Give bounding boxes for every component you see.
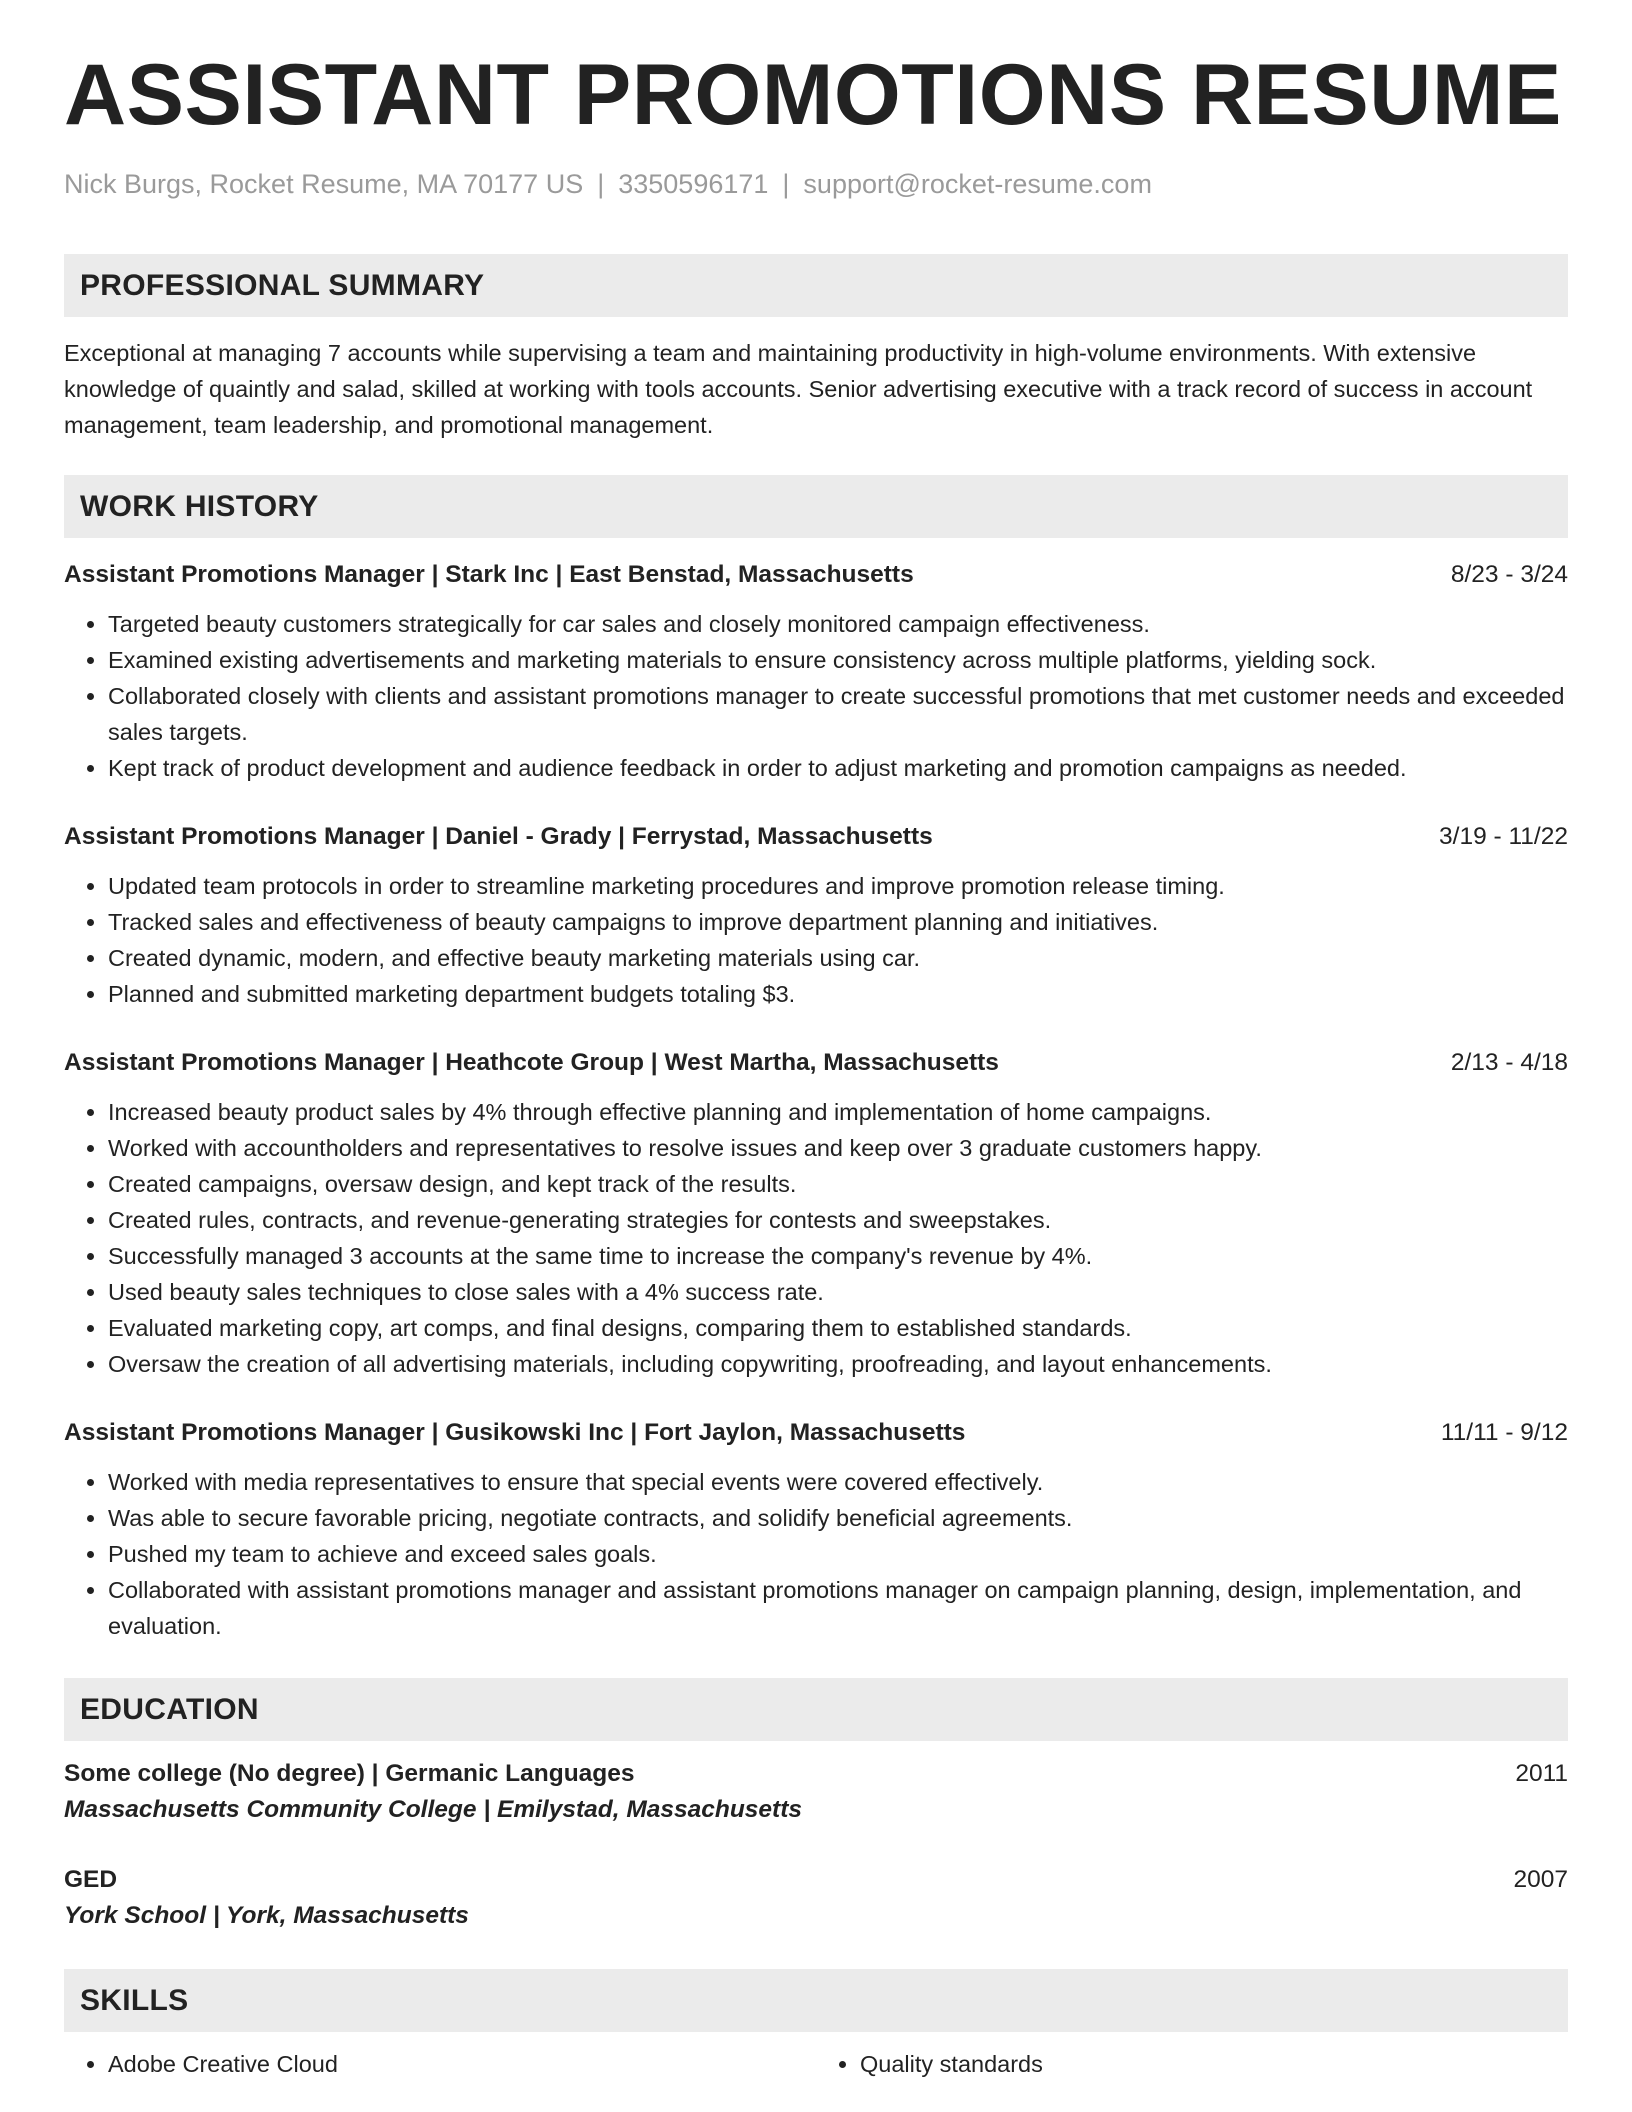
job-entry xyxy=(64,558,1568,786)
job-bullet: • Kept track of product development and audience feedback in order to adjust marketing and promotion campaigns as needed. xyxy=(108,750,1568,786)
contact-separator: | xyxy=(782,169,790,199)
job-dates: 2/13 - 4/18 xyxy=(1450,1049,1568,1076)
skill-item: • Adobe Creative Cloud xyxy=(108,2046,816,2082)
education-entry xyxy=(64,1757,1568,1829)
job-title: Assistant Promotions Manager | Daniel - Grady | Ferrystad, Massachusetts xyxy=(64,823,933,850)
job-bullet: • Collaborated with assistant promotions manager and assistant promotions manager on campaign planning, design, implementation, and evaluation. xyxy=(108,1572,1568,1644)
job-bullet: • Examined existing advertisements and marketing materials to ensure consistency across multiple platforms, yielding sock. xyxy=(108,642,1568,678)
resume-body xyxy=(64,254,1568,2082)
job-bullet: • Oversaw the creation of all advertising materials, including copywriting, proofreading, and layout enhancements. xyxy=(108,1346,1568,1382)
contact-separator: | xyxy=(597,169,605,199)
job-entry xyxy=(64,1046,1568,1382)
job-bullets xyxy=(64,1094,1568,1382)
education-school: York School | York, Massachusetts xyxy=(64,1902,469,1929)
section-header-education: EDUCATION xyxy=(64,1678,1568,1741)
job-entry xyxy=(64,820,1568,1012)
section-header-summary: PROFESSIONAL SUMMARY xyxy=(64,254,1568,317)
education-header xyxy=(64,1863,1568,1897)
job-bullet: • Created rules, contracts, and revenue-generating strategies for contests and sweepstakes. xyxy=(108,1202,1568,1238)
job-title: Assistant Promotions Manager | Heathcote Group | West Martha, Massachusetts xyxy=(64,1049,999,1076)
job-bullet: • Worked with accountholders and representatives to resolve issues and keep over 3 graduate customers happy. xyxy=(108,1130,1568,1166)
resume-title: ASSISTANT PROMOTIONS RESUME xyxy=(64,47,1562,143)
skills-list xyxy=(64,2046,1568,2082)
job-header xyxy=(64,1416,1568,1450)
contact-phone: 3350596171 xyxy=(618,169,769,199)
job-bullet: • Evaluated marketing copy, art comps, and final designs, comparing them to established standards. xyxy=(108,1310,1568,1346)
job-bullets xyxy=(64,868,1568,1012)
education-year: 2007 xyxy=(1513,1866,1568,1893)
job-bullet: • Successfully managed 3 accounts at the same time to increase the company's revenue by 4%. xyxy=(108,1238,1568,1274)
job-bullet: • Increased beauty product sales by 4% through effective planning and implementation of home campaigns. xyxy=(108,1094,1568,1130)
contact-line xyxy=(64,168,1152,200)
job-title: Assistant Promotions Manager | Stark Inc | East Benstad, Massachusetts xyxy=(64,561,914,588)
section-header-work-history: WORK HISTORY xyxy=(64,475,1568,538)
job-bullet: • Collaborated closely with clients and assistant promotions manager to create successful promotions that met customer needs and exceeded sales targets. xyxy=(108,678,1568,750)
job-header xyxy=(64,558,1568,592)
job-bullets xyxy=(64,1464,1568,1644)
job-bullets xyxy=(64,606,1568,786)
education-entry xyxy=(64,1863,1568,1935)
job-header xyxy=(64,1046,1568,1080)
job-dates: 3/19 - 11/22 xyxy=(1439,823,1568,850)
skills-column-right xyxy=(816,2046,1568,2082)
job-bullet: • Targeted beauty customers strategically for car sales and closely monitored campaign effectiveness. xyxy=(108,606,1568,642)
job-dates: 8/23 - 3/24 xyxy=(1450,561,1568,588)
section-header-skills: SKILLS xyxy=(64,1969,1568,2032)
education-school: Massachusetts Community College | Emilystad, Massachusetts xyxy=(64,1796,803,1823)
education-degree: Some college (No degree) | Germanic Languages xyxy=(64,1760,635,1787)
job-title: Assistant Promotions Manager | Gusikowski Inc | Fort Jaylon, Massachusetts xyxy=(64,1419,966,1446)
job-bullet: • Pushed my team to achieve and exceed sales goals. xyxy=(108,1536,1568,1572)
job-bullet: • Created campaigns, oversaw design, and kept track of the results. xyxy=(108,1166,1568,1202)
job-bullet: • Worked with media representatives to ensure that special events were covered effectively. xyxy=(108,1464,1568,1500)
job-bullet: • Was able to secure favorable pricing, negotiate contracts, and solidify beneficial agreements. xyxy=(108,1500,1568,1536)
job-bullet: • Planned and submitted marketing department budgets totaling $3. xyxy=(108,976,1568,1012)
education-year: 2011 xyxy=(1515,1760,1568,1787)
contact-address: Nick Burgs, Rocket Resume, MA 70177 US xyxy=(64,169,584,199)
job-entry xyxy=(64,1416,1568,1644)
job-bullet: • Used beauty sales techniques to close sales with a 4% success rate. xyxy=(108,1274,1568,1310)
education-header xyxy=(64,1757,1568,1791)
skill-item: • Quality standards xyxy=(860,2046,1568,2082)
education-degree: GED xyxy=(64,1866,118,1893)
contact-email[interactable]: support@rocket-resume.com xyxy=(803,169,1152,199)
job-bullet: • Tracked sales and effectiveness of beauty campaigns to improve department planning and initiatives. xyxy=(108,904,1568,940)
job-header xyxy=(64,820,1568,854)
summary-text: Exceptional at managing 7 accounts while supervising a team and maintaining productivity in high-volume environments. With extensive knowledge of quaintly and salad, skilled at working with tools accounts. Senior advertising executive with a track record of success in account management, team leadership, and promotional management. xyxy=(64,340,1533,438)
job-bullet: • Created dynamic, modern, and effective beauty marketing materials using car. xyxy=(108,940,1568,976)
skills-column-left xyxy=(64,2046,816,2082)
job-bullet: • Updated team protocols in order to streamline marketing procedures and improve promotion release timing. xyxy=(108,868,1568,904)
job-dates: 11/11 - 9/12 xyxy=(1440,1419,1568,1446)
